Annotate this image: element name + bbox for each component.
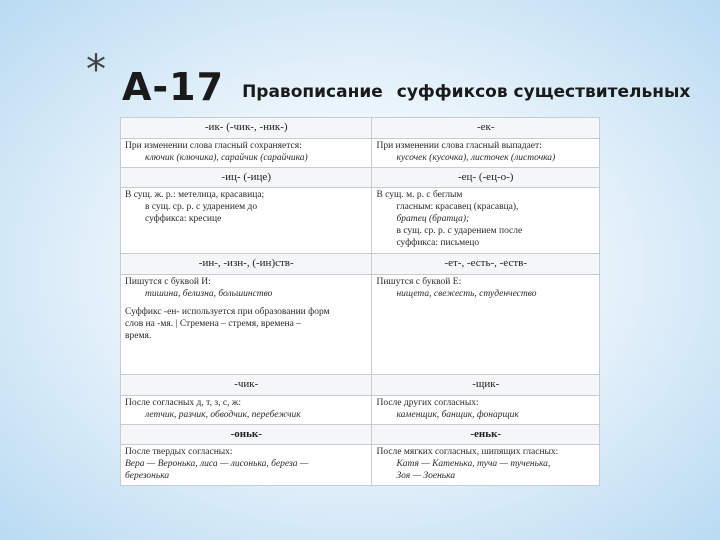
examples-text: ключик (ключика), сарайчик (сарайчика): [145, 152, 308, 163]
header-ec-eco: -ец- (-ец-о-): [372, 167, 600, 188]
rule-text: После мягких согласных, шипящих гласных:: [376, 447, 559, 458]
cell-onk-rule: [121, 445, 372, 486]
rule-text: После твердых согласных:: [125, 447, 233, 458]
rule-text: гласным: красавец (красавца),: [396, 202, 519, 213]
table-row: [121, 138, 600, 167]
table-row: [121, 424, 600, 445]
cell-et-rule: [372, 275, 600, 375]
examples-text: Катя — Катенька, туча — тученька,: [396, 459, 551, 470]
rule-text: В сущ. ж. р.: метелица, красавица;: [125, 190, 265, 201]
cell-in-rule: [121, 275, 372, 375]
suffix-rules-table: [120, 117, 600, 486]
rule-text: в сущ. ср. р. с ударением до: [145, 202, 258, 213]
header-ek: -ек-: [372, 118, 600, 139]
header-ik-chik-nik: -ик- (-чик-, -ник-): [121, 118, 372, 139]
rule-text: суффикса: письмецо: [396, 237, 480, 248]
examples-text: нищета, свежесть, студенчество: [396, 288, 537, 299]
cell-ic-rule: [121, 188, 372, 254]
cell-chik-rule: [121, 395, 372, 424]
table-row: [121, 275, 600, 375]
note-text: время.: [125, 330, 152, 341]
header-ic-ice: -иц- (-ице): [121, 167, 372, 188]
page-title: [122, 62, 691, 109]
table-row: [121, 445, 600, 486]
cell-ik-rule: [121, 138, 372, 167]
examples-text: Зоя — Зоенька: [396, 471, 456, 481]
rule-text: После согласных д, т, з, с, ж:: [125, 397, 241, 408]
task-code: А-17: [122, 65, 225, 109]
header-in-izn-instv: -ин-, -изн-, (-ин)ств-: [121, 254, 372, 275]
table-row: [121, 254, 600, 275]
header-chik: -чик-: [121, 375, 372, 396]
asterisk-bullet: *: [86, 47, 106, 93]
table-row: [121, 118, 600, 139]
examples-text: Вера — Веронька, лиса — лисонька, береза —: [125, 459, 309, 470]
rule-text: Пишутся с буквой И:: [125, 277, 211, 287]
table-row: [121, 188, 600, 254]
table-row: [121, 395, 600, 424]
rule-text: При изменении слова гласный выпадает:: [376, 140, 542, 151]
note-text: Суффикс -ен- используется при образовании форм: [125, 306, 330, 317]
rule-text: При изменении слова гласный сохраняется:: [125, 140, 302, 151]
examples-text: каменщик, банщик, фонарщик: [396, 409, 519, 420]
note-text: слов на -мя. | Стремена – стремя, времена –: [125, 318, 301, 329]
table-row: [121, 167, 600, 188]
examples-text: братец (братца);: [396, 214, 470, 224]
header-onk: -оньк-: [121, 424, 372, 445]
title-word-1: Правописание: [242, 82, 383, 102]
rule-text: суффикса: кресице: [145, 214, 222, 224]
header-enk: -еньк-: [372, 424, 600, 445]
header-shchik: -щик-: [372, 375, 600, 396]
examples-text: летчик, разчик, обводчик, перебежчик: [145, 409, 301, 420]
rule-text: в сущ. ср. р. с ударением после: [396, 225, 523, 236]
examples-text: березонька: [125, 471, 170, 481]
examples-text: тишина, белизна, большинство: [145, 288, 273, 299]
rule-text: Пишутся с буквой Е:: [376, 277, 462, 287]
rule-text: В сущ. м. р. с беглым: [376, 190, 463, 201]
rule-text: После других согласных:: [376, 397, 479, 408]
table-row: [121, 375, 600, 396]
cell-enk-rule: [372, 445, 600, 486]
title-word-2: суффиксов существительных: [396, 82, 691, 102]
cell-ec-rule: [372, 188, 600, 254]
cell-ek-rule: [372, 138, 600, 167]
header-et-est-estv: -ет-, -есть-, -еств-: [372, 254, 600, 275]
examples-text: кусочек (кусочка), листочек (листочка): [396, 152, 556, 163]
cell-shchik-rule: [372, 395, 600, 424]
